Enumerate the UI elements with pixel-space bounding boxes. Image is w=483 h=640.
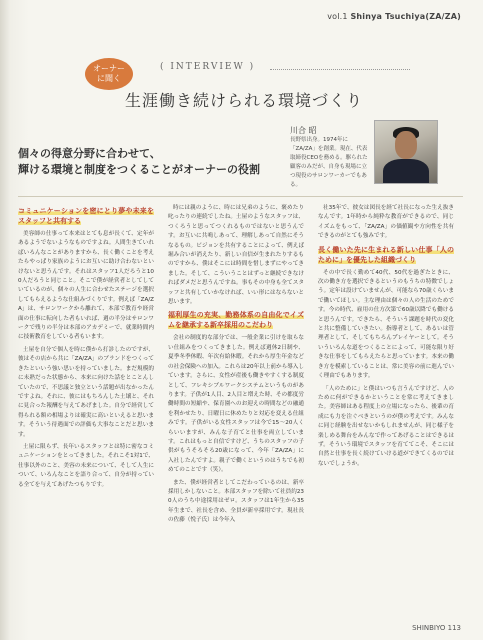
profile-text: 長野県出身。1974年に「ZA/ZA」を創業。現在、代表取締役CEOを務める。駆られた顧客のみだが、自身も現場に立つ現役のサロンワーカーでもある。 (290, 137, 368, 188)
photo-body (383, 159, 429, 184)
article-title: 生涯働き続けられる環境づくり (125, 91, 364, 110)
photo-face (395, 131, 417, 159)
column-3-para-3: 「人のために」と僕はいつも言うんですけど、人のために何ができるかということを常に考えてきました。美容師はある程度上の立場になったら、後輩の育成にも力を注ぐべきというのが僕の考えです。みんなに同じ経験を出せないかもしれませんが、同じ様子を楽しめる舞台をみんなで作ってあげることはできるはず。そういう環境でスタッフを育ててこそ、そこには自然と仕事を長く続けていける道ができてくるのではないでしょうか。 (318, 385, 454, 467)
page-footer (412, 624, 461, 632)
running-header (327, 12, 461, 21)
lead-line2: 輝ける環境と制度をつくることがオーナーの役割 (18, 163, 260, 176)
column-2 (168, 204, 304, 529)
page-number: 113 (447, 624, 461, 632)
lead-line1: 個々の得意分野に合わせて、 (18, 147, 161, 160)
profile-name: 川合 昭 (290, 126, 317, 135)
column-1-heading: コミュニケーションを密にとり夢や未来をスタッフと共有する (18, 207, 154, 225)
column-2-heading: 福利厚生の充実、勤務体系の自由化でイズムを継承する新卒採用のこだわり (168, 311, 304, 330)
badge-line2: に聞く (97, 74, 121, 83)
column-3 (318, 204, 454, 472)
page-spine (0, 0, 10, 640)
lead-text (18, 146, 278, 178)
column-1 (18, 204, 154, 493)
badge-line1: オーナー (93, 64, 125, 73)
owner-badge (85, 58, 133, 90)
header-name: Shinya Tsuchiya(ZA/ZA) (350, 12, 461, 21)
section-divider-dotted (270, 69, 410, 70)
column-3-para-1: 社35年で、彼女は図長を経て社長になった生え抜きなんです。1年時から純粋な教育ができるので、同じイズムをもって、「ZA/ZA」の価値観や方向性を共有できるのがとても強みです。 (318, 205, 454, 240)
column-3-heading: 長く働いた先に生まれる新しい仕事「人のために」を優先した組織づくり (318, 245, 454, 264)
portrait-photo (374, 120, 438, 184)
column-1-para-1: 美容師の仕事って本来はとても息が長くて、定年があるようでないようなものですよね。人間生きていればいろんなことがありますから、長く働くことを考えたらやっぱり家族のようにお互いに助け合わないといけないと思うんです。それはスタッフ1人だろうと100人だろうと同じこと。そこで僕が経営者としてしていているのが、個々の人生に合わせたステージを選択してもらえるような仕組みづくりです。例えば「ZA/ZA」は、サロンワークから離れて、本部で教育や経営面の仕事に転向した者もいれば、週の半分はサロンワークで残りの半分は本部のアカデミーで、就業時間内に技術教育をしている者もいます。 (18, 231, 154, 341)
column-2-para-2: 会社の制度的な部分では、一般企業に引けを取らない仕組みをつくってきました。例えば週休2日制や、夏季冬季休暇、年次有給休暇。それから厚生年金などの社会保険への加入。これらは20年以上前から導入しています。さらに、女性が産後も働きやすくする制度として、フレキシブルワークシステムというものがあります。子供が1人目、2人目と増えた時、その都度労働時間の短縮や、保育園へのお迎えの時間などの融通を利かせたり、日曜日に休めたりと対応を変える仕組みです。子供がいる女性スタッフは今で15〜20人くらいいますが、みんな子育てと仕事を両立しています。これはもっと自信ですけど、うちのスタッフの子供がもうそろそろ20歳になって、今年「ZA/ZA」に入社したんですよ。親子で働くというのはうちでも初めてのことです（笑）。 (168, 335, 304, 474)
section-label: ( INTERVIEW ) (160, 62, 256, 72)
column-3-para-2: その中で長く勤めて40代、50代を過ぎたときに、次の働き方を選択できるというのもうちの特徴でしょう。定年は設けていませんが、可能なら70歳くらいまで働いてほしい。主な理由は個々の人の生活のためです。今の時代、雇用の仕方次第で60歳以降でも働けると思うんです。できたら、そういう課題を時代の変化と共に整備していきたい。指導者として、あるいは管理者として、そしてもちろんプレイヤーとして。そういういろんな道をつくることによって、可能な限り好きな仕事をしてもらえたらと思っています。本来の働き方を模索していることは、常に美容の前に進んでいく理由でもあります。 (318, 269, 454, 380)
column-1-para-2: 土屋を自分で個人を時に僕から打診したのですが、彼はその店から共に「ZA/ZA」のブランドをつくってきたといいう強い思いを持っていました。まだ規模的に未熟だった状態から、本来に向けた話をとことんしていたので、不思議と独立という話題が出なかったんですよね。それに、彼にはもちろんした土壌と、それに見合った報酬を与えてあげました。自分で経営して得られる額の相場よりは確実に高いといえると思います。そういう待遇面での評価も大事なことだと思います。 (18, 346, 154, 438)
column-1-para-3: 土屋に限らず、長年いるスタッフとは特に密なコミュニケーションをとってきました。それこそ1対1で、仕事以外のこと、美容の未来について、そして人生について、いろんなことを語り合って、自分が持っている全てを与えてあげたつもりです。 (18, 443, 154, 488)
lead-divider (18, 196, 463, 197)
header-vol: vol.1 (327, 12, 348, 21)
footer-brand: SHINBIYO (412, 624, 446, 632)
column-2-para-3: また、僕が経営者としてこだわっているのは、新卒採用しかしないこと。本部スタッフを除いて社員約230人のうち中途採用はゼロ。スタッフは1年生から35年生まで、社長を含め、全員が新卒採用です。現社長の佐藤（悦子氏）は今年入 (168, 479, 304, 524)
column-2-para-1: 時には親のように、時には兄弟のように、褒めたり叱ったりの連続でしたね。土屋のようなスタッフは、つくろうと思ってつくれるものではないと思うんです。お互いに共鳴しあって、理解しあって自然にそうなるもの。ビジョンを共有することによって、例えば堀み合いが消えたり、新しい自信が生まれたりするものですから、僕はそこには時間を惜しまずにやってきました。そして、こういうことはずっと継続できなければダメだと思うんですね。事もその中身も全てスタッフと共有していかなければ、いい形にはならないと思います。 (168, 205, 304, 306)
